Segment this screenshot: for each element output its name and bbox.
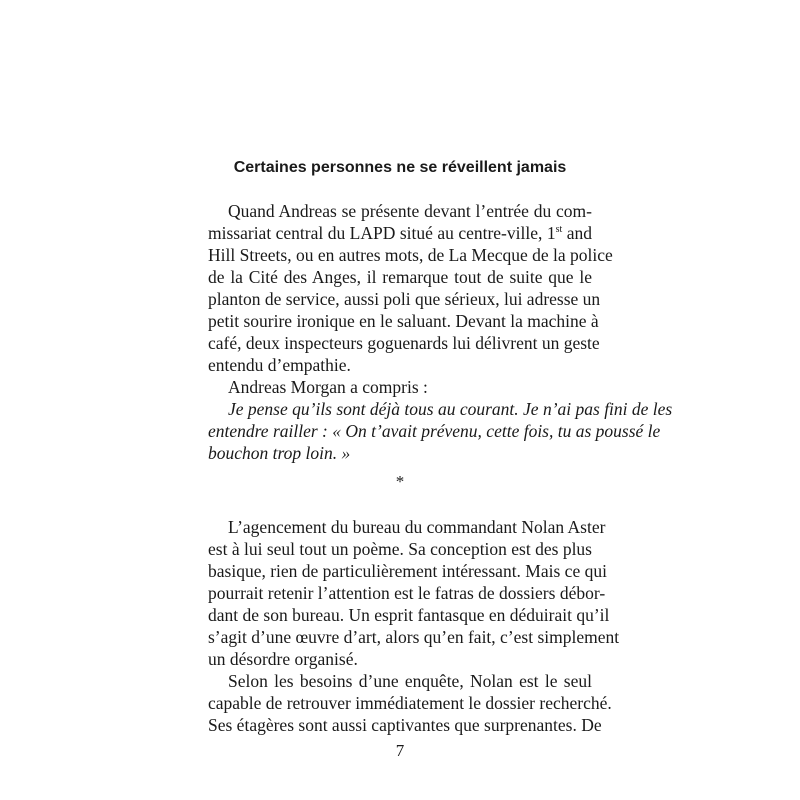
text-line: de la Cité des Anges, il remarque tout de suite que le <box>208 267 592 287</box>
chapter-title: Certaines personnes ne se réveillent jamais <box>233 159 567 176</box>
section-separator: * <box>395 472 405 491</box>
page-number: 7 <box>395 741 405 760</box>
text-span: and <box>562 223 592 243</box>
text-line: entendre railler : « On t’avait prévenu, cette fois, tu as poussé le <box>208 421 661 441</box>
text-line: Hill Streets, ou en autres mots, de La Mecque de la police <box>208 245 613 265</box>
text-line: pourrait retenir l’attention est le fatras de dossiers débor- <box>208 583 606 603</box>
text-line: Ses étagères sont aussi captivantes que surprenantes. De <box>208 715 602 735</box>
text-span: missariat central du LAPD situé au centre-ville, 1 <box>208 223 556 243</box>
text-line: dant de son bureau. Un esprit fantasque en déduirait qu’il <box>208 605 610 625</box>
text-line: est à lui seul tout un poème. Sa conception est des plus <box>208 539 592 559</box>
paragraph-2: Andreas Morgan a compris : <box>228 377 428 397</box>
text-line: s’agit d’une œuvre d’art, alors qu’en fait, c’est simplement <box>208 627 620 647</box>
text-line: Je pense qu’ils sont déjà tous au courant. Je n’ai pas fini de les <box>228 399 673 419</box>
text-line: un désordre organisé. <box>208 649 358 669</box>
text-line: petit sourire ironique en le saluant. Devant la machine à <box>208 311 599 331</box>
text-line: entendu d’empathie. <box>208 355 351 375</box>
text-line: Quand Andreas se présente devant l’entrée du com- <box>228 201 592 221</box>
text-line: capable de retrouver immédiatement le dossier recherché. <box>208 693 612 713</box>
text-line: café, deux inspecteurs goguenards lui délivrent un geste <box>208 333 600 353</box>
text-line: bouchon trop loin. » <box>208 443 351 463</box>
text-line: Selon les besoins d’une enquête, Nolan est le seul <box>228 671 592 691</box>
text-line: L’agencement du bureau du commandant Nolan Aster <box>228 517 606 537</box>
text-line: basique, rien de particulièrement intéressant. Mais ce qui <box>208 561 607 581</box>
text-line <box>208 222 592 244</box>
text-line: planton de service, aussi poli que sérieux, lui adresse un <box>208 289 601 309</box>
superscript: st <box>555 224 563 236</box>
